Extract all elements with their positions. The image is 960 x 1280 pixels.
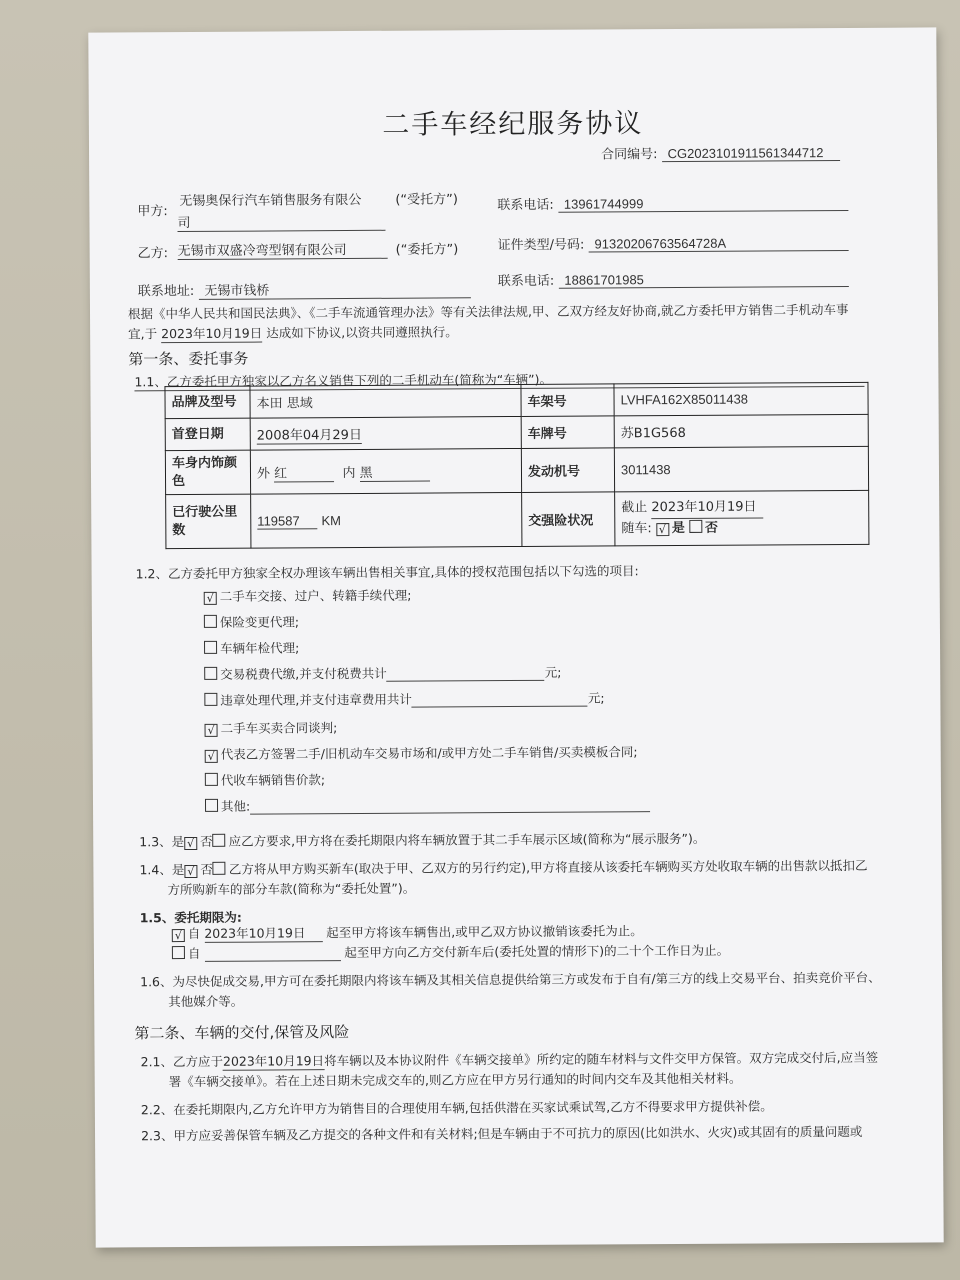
party-b-phone-label: 联系电话: xyxy=(497,273,555,290)
clause-2-1-text: 将车辆以及本协议附件《车辆交接单》所约定的随车材料与文件交甲方保管。双方完成交付后,应当签 xyxy=(324,1049,879,1069)
term-option-a-prefix: 自 xyxy=(187,925,201,942)
insurance-label: 交强险状况 xyxy=(522,492,615,547)
clause-1-4-yes-label: 1.4、是 xyxy=(139,862,185,878)
party-b-address xyxy=(138,278,471,300)
mileage-unit: KM xyxy=(321,512,341,528)
clause-2-2: 2.2、在委托期限内,乙方允许甲方为销售目的合理使用车辆,包括供潜在买家试乘试驾,乙方不得要求甲方提供补偿。 xyxy=(140,1098,773,1118)
insurance-expire-value: 2023年10月19日 xyxy=(651,497,763,519)
authorization-item xyxy=(205,794,650,815)
engine-value: 3011438 xyxy=(614,446,868,492)
clause-1-6-line1: 1.6、为尽快促成交易,甲方可在委托期限内将该车辆及其相关信息提供给第三方或发布于自有/第三方的线上交易平台、拍卖竞价平台、 xyxy=(140,969,881,990)
preamble-suffix: 达成如下协议,以资共同遵照执行。 xyxy=(266,324,458,341)
authorization-item-label: 交易税费代缴,并支付税费共计 xyxy=(220,665,387,682)
exterior-value: 红 xyxy=(274,462,334,482)
authorization-item-checkbox[interactable]: √ xyxy=(205,750,218,763)
interior-value: 黑 xyxy=(359,461,429,481)
clause-1-2: 1.2、乙方委托甲方独家全权办理该车辆出售相关事宜,具体的授权范围包括以下勾选的项目: xyxy=(135,563,639,582)
authorization-item xyxy=(204,663,561,683)
insurance-expire-label: 截止 xyxy=(621,500,648,516)
authorization-item-label: 二手车交接、过户、转籍手续代理; xyxy=(219,587,412,604)
authorization-item-checkbox[interactable] xyxy=(204,641,217,654)
authorization-item-label: 代收车辆销售价款; xyxy=(220,772,326,788)
clause-1-3 xyxy=(139,829,705,850)
mileage-value: 119587 xyxy=(257,513,317,529)
authorization-item xyxy=(204,638,299,657)
term-option-b-prefix: 自 xyxy=(187,945,201,962)
clause-1-5: 1.5、委托期限为: xyxy=(139,909,242,926)
party-a-phone xyxy=(497,192,848,213)
article-2-title: 第二条、车辆的交付,保管及风险 xyxy=(134,1023,350,1043)
clause-1-3-no-label: 否 xyxy=(200,833,213,849)
term-option-b-checkbox[interactable] xyxy=(172,946,185,959)
reg-date-label: 首登日期 xyxy=(165,418,250,451)
term-option-a-text: 起至甲方将该车辆售出,或甲乙双方协议撤销该委托为止。 xyxy=(326,923,643,941)
contract-number-label: 合同编号: xyxy=(601,147,658,163)
party-b-id-value: 91320206763564728A xyxy=(588,235,848,253)
vin-value: LVHFA162X85011438 xyxy=(614,382,868,416)
party-b-name: 无锡市双盛冷弯型钢有限公司 xyxy=(178,239,388,260)
clause-2-1-line1 xyxy=(141,1048,879,1072)
clause-1-4-text: 乙方将从甲方购买新车(取决于甲、乙双方的另行约定),甲方将直接从该委托车辆购买方处收取车辆的出售款以抵扣乙 xyxy=(228,857,868,877)
party-a-role: (“受托方”) xyxy=(395,192,458,208)
authorization-item-label: 其他: xyxy=(220,798,251,814)
insurance-yes-checkbox[interactable]: √ xyxy=(656,523,669,536)
authorization-item-checkbox[interactable] xyxy=(204,693,217,706)
preamble-line1: 根据《中华人民共和国民法典》、《二手车流通管理办法》等有关法律法规,甲、乙双方经友好协商,就乙方委托甲方销售二手机动车事 xyxy=(127,301,849,322)
party-a-phone-value: 13961744999 xyxy=(558,195,848,213)
engine-label: 发动机号 xyxy=(521,448,614,493)
authorization-item-label: 车辆年检代理; xyxy=(220,640,300,656)
party-b-role: (“委托方”) xyxy=(395,242,459,258)
clause-1-4 xyxy=(139,856,867,878)
contract-number xyxy=(601,142,840,162)
authorization-item-suffix: 元; xyxy=(587,690,605,706)
party-b-id-label: 证件类型/号码: xyxy=(497,237,585,254)
preamble-prefix: 宜,于 xyxy=(128,326,158,342)
interior-label: 内 xyxy=(342,465,356,481)
party-a-name-line1: 无锡奥保行汽车销售服务有限公 xyxy=(179,192,362,210)
clause-1-4-no-label: 否 xyxy=(200,861,213,877)
clause-1-4-line2: 方所购新车的部分车款(简称为“委托处置”)。 xyxy=(167,880,416,898)
clause-1-6-line2: 其他媒介等。 xyxy=(168,993,244,1010)
term-option-a-date: 2023年10月19日 xyxy=(204,923,322,943)
exterior-label: 外 xyxy=(256,465,271,482)
brand-label: 品牌及型号 xyxy=(165,386,250,419)
clause-1-4-yes-checkbox[interactable]: √ xyxy=(184,865,197,878)
insurance-no-label: 否 xyxy=(704,520,719,536)
party-b-label: 乙方: xyxy=(137,246,169,262)
insurance-yes-label: 是 xyxy=(671,520,685,537)
party-b-address-value: 无锡市钱桥 xyxy=(198,278,470,300)
party-a-label: 甲方: xyxy=(137,204,168,220)
authorization-item xyxy=(204,718,337,737)
preamble-date: 2023年10月19日 xyxy=(161,325,263,342)
insurance-follow-label: 随车: xyxy=(621,521,652,537)
clause-1-4-no-checkbox[interactable] xyxy=(213,862,226,875)
authorization-item-checkbox[interactable] xyxy=(204,667,217,680)
insurance-no-checkbox[interactable] xyxy=(689,520,702,533)
mileage-cell xyxy=(251,492,522,548)
authorization-item-label: 违章处理代理,并支付违章费用共计 xyxy=(220,691,412,708)
authorization-item-blank[interactable] xyxy=(387,665,545,682)
clause-1-1: 1.1、乙方委托甲方独家以乙方名义销售下列的二手机动车(简称为“车辆”)。 xyxy=(134,368,864,391)
term-option-b-text: 起至甲方向乙方交付新车后(委托处置的情形下)的二十个工作日为止。 xyxy=(344,942,730,961)
clause-2-1-date: 2023年10月19日 xyxy=(222,1053,325,1069)
clause-1-5-option-a xyxy=(172,921,643,943)
term-option-a-checkbox[interactable]: √ xyxy=(172,929,185,942)
authorization-item-checkbox[interactable] xyxy=(204,615,217,628)
authorization-item-suffix: 元; xyxy=(544,664,562,680)
insurance-cell xyxy=(615,490,869,546)
party-b-id xyxy=(498,232,849,253)
authorization-item xyxy=(204,688,604,708)
party-a-name-line2: 司 xyxy=(177,211,385,232)
authorization-item-label: 二手车买卖合同谈判; xyxy=(220,720,338,736)
vehicle-info-table xyxy=(164,382,869,549)
clause-2-1-line2: 署《车辆交接单》。若在上述日期未完成交车的,则乙方应在甲方另行通知的时间内交车及其他相关材料。 xyxy=(168,1070,742,1090)
clause-2-3: 2.3、甲方应妥善保管车辆及乙方提交的各种文件和有关材料;但是车辆由于不可抗力的原因(比如洪水、火灾)或其固有的质量问题或 xyxy=(140,1123,863,1144)
authorization-item-checkbox[interactable]: √ xyxy=(204,592,217,605)
party-b-phone xyxy=(498,268,849,289)
authorization-item xyxy=(204,586,412,605)
mileage-label: 已行驶公里数 xyxy=(166,494,251,549)
party-b-phone-value: 18861701985 xyxy=(558,271,848,289)
authorization-item-blank[interactable] xyxy=(412,691,588,708)
authorization-item-label: 保险变更代理; xyxy=(219,614,300,630)
plate-label: 车牌号 xyxy=(521,416,614,449)
preamble-line2 xyxy=(128,322,458,343)
authorization-item xyxy=(205,770,325,789)
authorization-item-checkbox[interactable]: √ xyxy=(205,724,218,737)
contract-paper xyxy=(88,27,943,1247)
authorization-item-checkbox[interactable] xyxy=(205,773,218,786)
authorization-item xyxy=(205,742,638,763)
authorization-item-blank[interactable] xyxy=(250,796,650,814)
color-label: 车身内饰颜色 xyxy=(165,450,250,495)
vin-label: 车架号 xyxy=(521,384,614,417)
article-1-title: 第一条、委托事务 xyxy=(128,349,249,369)
authorization-item-label: 代表乙方签署二手/旧机动车交易市场和/或甲方处二手车销售/买卖模板合同; xyxy=(220,744,638,762)
party-b-address-label: 联系地址: xyxy=(137,283,195,300)
color-cell xyxy=(250,448,521,494)
authorization-item xyxy=(204,612,299,631)
reg-date-value: 2008年04月29日 xyxy=(257,423,362,444)
plate-value: 苏B1G568 xyxy=(614,414,868,448)
clause-1-3-no-checkbox[interactable] xyxy=(213,834,226,847)
clause-1-3-text: 应乙方要求,甲方将在委托期限内将车辆放置于其二手车展示区域(简称为“展示服务”)。 xyxy=(228,830,706,849)
contract-number-value: CG20231019115613447​12 xyxy=(662,145,840,162)
clause-1-3-yes-label: 1.3、是 xyxy=(139,834,185,850)
clause-1-5-option-b xyxy=(172,941,729,962)
party-a-phone-label: 联系电话: xyxy=(497,197,554,214)
clause-2-1-prefix: 2.1、乙方应于 xyxy=(140,1053,224,1070)
clause-1-3-yes-checkbox[interactable]: √ xyxy=(184,837,197,850)
brand-value: 本田 思域 xyxy=(250,384,521,418)
document-title: 二手车经纪服务协议 xyxy=(382,108,644,141)
reg-date-cell xyxy=(250,416,521,450)
authorization-item-checkbox[interactable] xyxy=(205,799,218,812)
